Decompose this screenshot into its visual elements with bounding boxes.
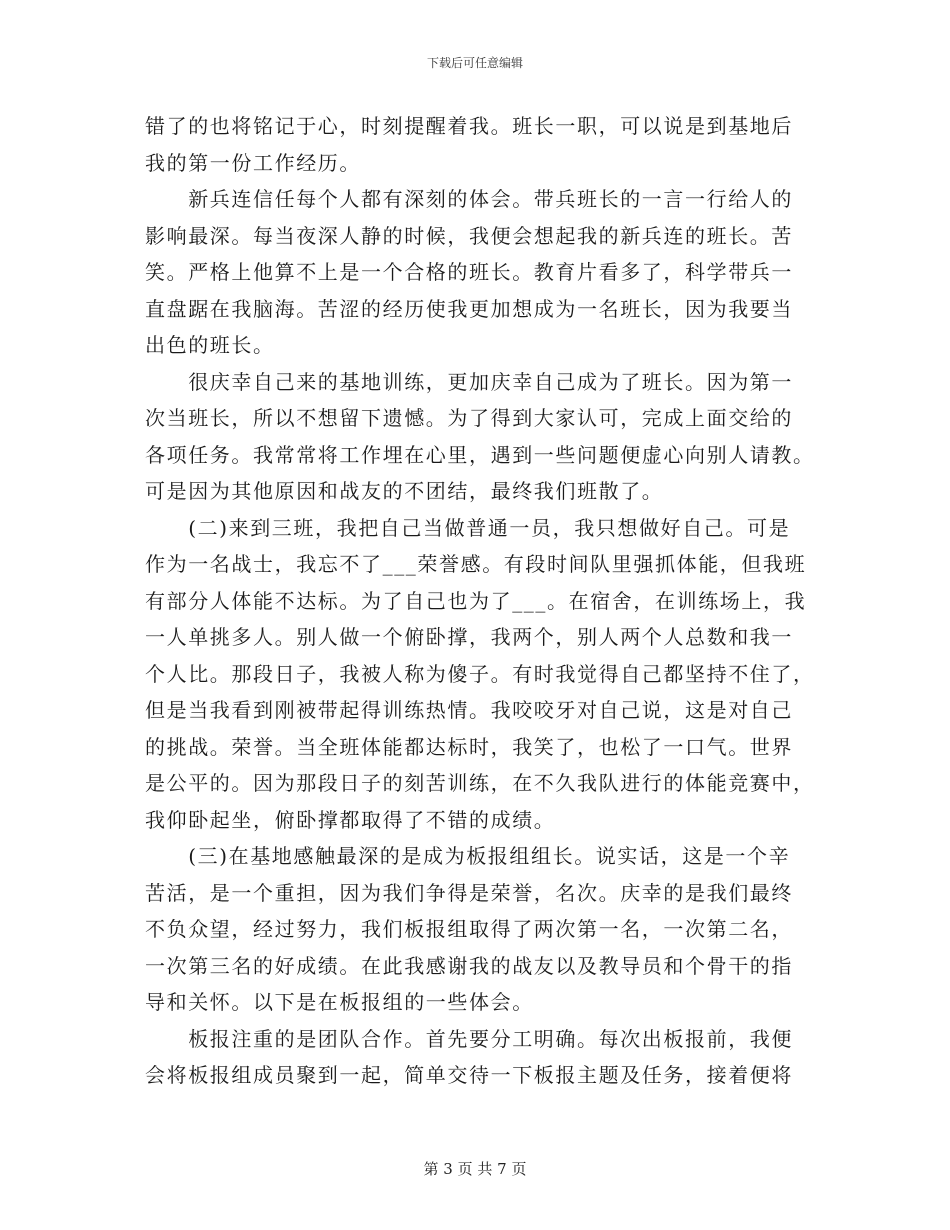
text-line: 直盘踞在我脑海。苦涩的经历使我更加想成为一名班长，因为我要当	[145, 296, 793, 321]
text-line: 新兵连信任每个人都有深刻的体会。带兵班长的一言一行给人的	[145, 187, 793, 211]
text-line: (二)来到三班，我把自己当做普通一员，我只想做好自己。可是	[145, 515, 791, 540]
text-line: 会将板报组成员聚到一起，简单交待一下板报主题及任务，接着便将	[145, 1063, 793, 1087]
text-line: 的挑战。荣誉。当全班体能都达标时，我笑了，也松了一口气。世界	[145, 734, 793, 759]
page-header: 下载后可任意编辑	[426, 56, 523, 70]
text-line: 有部分人体能不达标。为了自己也为了___。在宿舍，在训练场上，我	[145, 588, 807, 613]
text-line: 一人单挑多人。别人做一个俯卧撑，我两个，别人两个人总数和我一	[145, 625, 793, 649]
text-line: 个人比。那段日子，我被人称为傻子。有时我觉得自己都坚持不住了，	[145, 661, 815, 686]
text-line: 导和关怀。以下是在板报组的一些体会。	[145, 990, 534, 1014]
text-line: 影响最深。每当夜深人静的时候，我便会想起我的新兵连的班长。苦	[145, 223, 793, 248]
document-body	[145, 108, 815, 1094]
text-line: 笑。严格上他算不上是一个合格的班长。教育片看多了，科学带兵一	[145, 260, 793, 284]
page-footer: 第 3 页 共 7 页	[423, 1160, 527, 1178]
text-line: 我仰卧起坐，俯卧撑都取得了不错的成绩。	[145, 807, 556, 832]
text-line: 错了的也将铭记于心，时刻提醒着我。班长一职，可以说是到基地后	[145, 114, 793, 138]
text-line: 作为一名战士，我忘不了___荣誉感。有段时间队里强抓体能，但我班	[145, 552, 807, 576]
text-line: 很庆幸自己来的基地训练，更加庆幸自己成为了班长。因为第一	[145, 369, 793, 394]
text-line: (三)在基地感触最深的是成为板报组组长。说实话，这是一个辛	[145, 844, 791, 868]
text-line: 一次第三名的好成绩。在此我感谢我的战友以及教导员和个骨干的指	[145, 953, 793, 978]
text-line: 板报注重的是团队合作。首先要分工明确。每次出板报前，我便	[145, 1026, 793, 1051]
text-line: 各项任务。我常常将工作埋在心里，遇到一些问题便虚心向别人请教。	[145, 442, 815, 467]
text-line: 出色的班长。	[145, 333, 275, 357]
text-line: 但是当我看到刚被带起得训练热情。我咬咬牙对自己说，这是对自己	[145, 698, 793, 722]
text-line: 我的第一份工作经历。	[145, 150, 361, 175]
text-line: 苦活，是一个重担，因为我们争得是荣誉，名次。庆幸的是我们最终	[145, 880, 793, 905]
text-line: 可是因为其他原因和战友的不团结，最终我们班散了。	[145, 479, 664, 503]
text-line: 次当班长，所以不想留下遗憾。为了得到大家认可，完成上面交给的	[145, 406, 793, 430]
text-line: 是公平的。因为那段日子的刻苦训练，在不久我队进行的体能竞赛中，	[145, 771, 815, 795]
text-line: 不负众望，经过努力，我们板报组取得了两次第一名，一次第二名，	[145, 917, 793, 941]
